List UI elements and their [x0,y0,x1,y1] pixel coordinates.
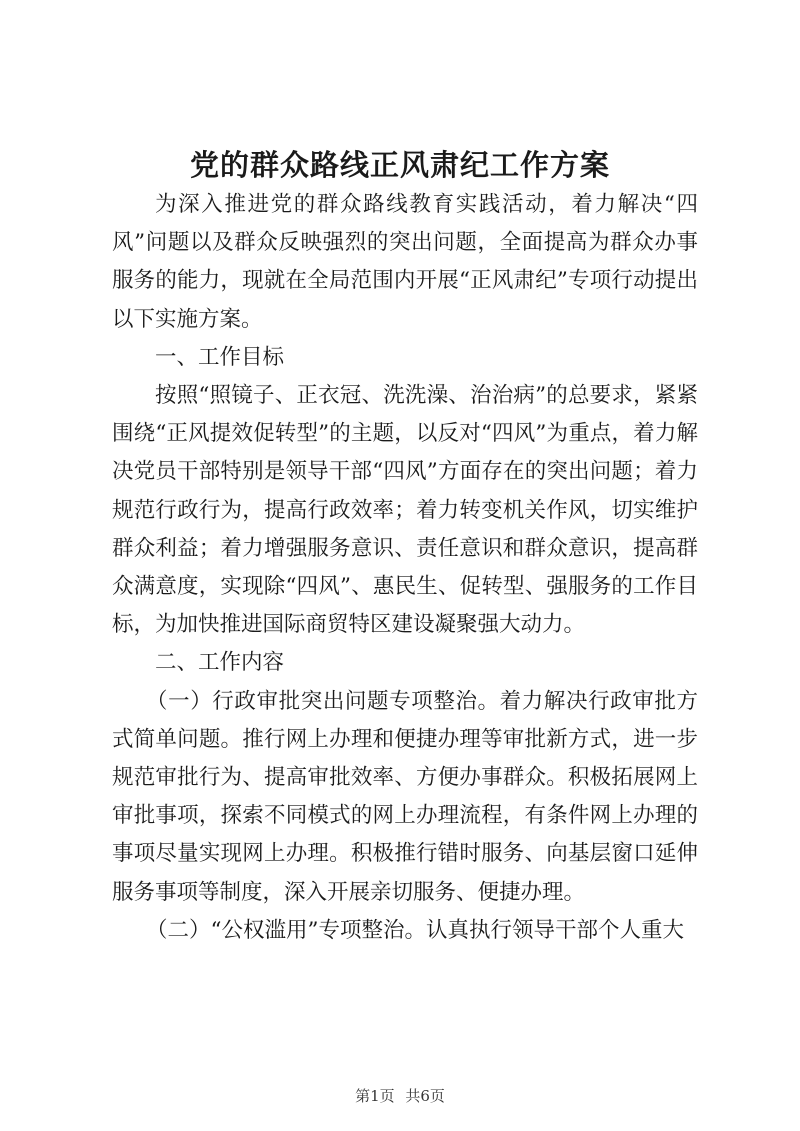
paragraph-intro: 为深入推进党的群众路线教育实践活动，着力解决“四风”问题以及群众反映强烈的突出问题，全面提高为群众办事服务的能力，现就在全局范围内开展“正风肃纪”专项行动提出以下实施方案。 [112,192,698,332]
section-heading-content: 二、工作内容 [155,650,285,676]
total-pages: 共6页 [405,1087,445,1105]
page-number: 第1页 [355,1087,395,1105]
paragraph-goals: 按照“照镜子、正衣冠、洗洗澡、治治病”的总要求，紧紧围绕“正风提效促转型”的主题，以反对“四风”为重点，着力解决党员干部特别是领导干部“四风”方面存在的突出问题；着力规范行政行为，提高行政效率；着力转变机关作风，切实维护群众利益；着力增强服务意识、责任意识和群众意识，提高群众满意度，实现除“四风”、惠民生、促转型、强服务的工作目标，为加快推进国际商贸特区建设凝聚强大动力。 [112,383,698,638]
section-heading-goals: 一、工作目标 [155,344,285,370]
page-footer [0,1085,800,1106]
paragraph-item-2: （二）“公权滥用”专项整治。认真执行领导干部个人重大 [146,917,684,943]
document-body [112,186,698,950]
document-title: 党的群众路线正风肃纪工作方案 [189,148,610,182]
paragraph-item-1: （一）行政审批突出问题专项整治。着力解决行政审批方式简单问题。推行网上办理和便捷办理等审批新方式，进一步规范审批行为、提高审批效率、方便办事群众。积极拓展网上审批事项，探索不同模式的网上办理流程，有条件网上办理的事项尽量实现网上办理。积极推行错时服务、向基层窗口延伸服务事项等制度，深入开展亲切服务、便捷办理。 [112,688,698,905]
